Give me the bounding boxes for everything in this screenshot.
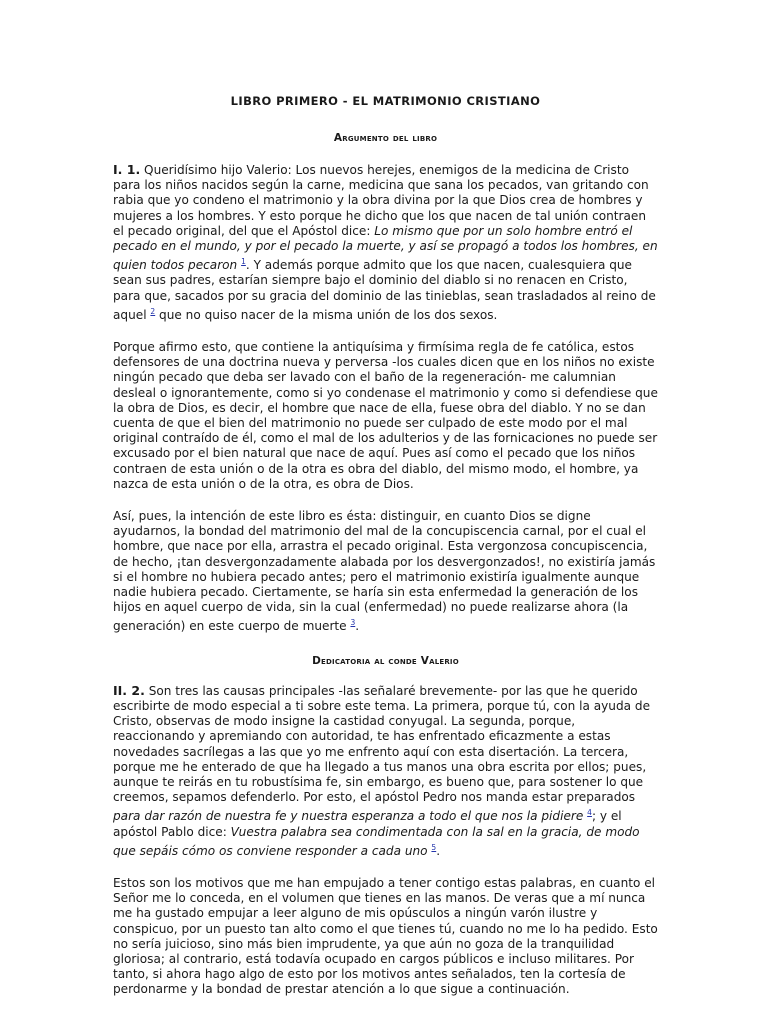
scripture-quote: para dar razón de nuestra fe y nuestra esperanza a todo el que nos la pidiere [113,809,584,824]
section-title-dedicatoria: Dedicatoria al conde Valerio [312,654,459,667]
paragraph-number: I. 1. [113,162,141,177]
paragraph-1 [113,162,658,323]
paragraph-number: II. 2. [113,682,145,698]
scripture-quote: Vuestra palabra sea condimentada con la sal en la gracia, de modo que sepáis cómo os conviene responder a cada uno [113,824,640,858]
section-title-argumento: Argumento del libro [333,132,438,144]
paragraph-end: . [355,619,360,634]
document-page [113,88,658,998]
footnote-link-1[interactable]: 1 [241,257,246,267]
paragraph-text: Son tres las causas principales -las señalaré brevemente- por las que he querido escribirte de modo especial a ti sobre este tema. La primera, porque tú, con la ayuda de Cristo, observas de modo insigne la castidad conyugal. La segunda, porque, reaccionando y apremiando con autoridad, te has enfrentado eficazmente a estas novedades sacrílegas a las que yo me enfrento aquí con esta disertación. La tercera, porque me he enterado de que ha llegado a tus manos una obra escrita por ellos; pues, aunque te reirás en tu robustísima fe, sin embargo, es bueno que, para sostener lo que creemos, sepamos defenderlo. Por esto, el apóstol Pedro nos manda estar preparados [113,683,651,805]
footnote-link-4[interactable]: 4 [587,808,592,818]
paragraph-3 [113,509,658,635]
book-title: LIBRO PRIMERO - EL MATRIMONIO CRISTIANO [230,94,541,108]
paragraph-text: . Y además porque admito que los que nacen, cualesquiera que sean sus padres, estarían siempre bajo el dominio del diablo si no renacen en Cristo, para que, sacados por su gracia del dominio de las tinieblas, sean trasladados al reino de aquel [113,258,656,322]
paragraph-2: Porque afirmo esto, que contiene la antiquísima y firmísima regla de fe católica, estos defensores de una doctrina nueva y perversa -los cuales dicen que en los niños no existe ningún pecado que deba ser lavado con el baño de la regeneración- me calumnian desleal o ignorantemente, como si yo condenase el matrimonio y como si defendiese que la obra de Dios, es decir, el hombre que nace de ella, fuese obra del diablo. Y no se dan cuenta de que el bien del matrimonio no puede ser culpado de este modo por el mal original contraído de él, como el mal de los adulterios y de las fornicaciones no puede ser excusado por el bien natural que nace de aquí. Pues así como el pecado que los niños contraen de esta unión o de la otra es obra del diablo, del mismo modo, el hombre, ya nazca de esta unión o de la otra, es obra de Dios. [113,340,658,491]
paragraph-text: Queridísimo hijo Valerio: Los nuevos herejes, enemigos de la medicina de Cristo para los niños nacidos según la carne, medicina que sana los pecados, van gritando con rabia que yo condeno el matrimonio y la obra divina por la que Dios crea de hombres y mujeres a los hombres. Y esto porque he dicho que los que nacen de tal unión contraen el pecado original, del que el Apóstol dice: [113,163,649,238]
footnote-link-3[interactable]: 3 [350,618,356,628]
paragraph-text: ; y el apóstol Pablo dice: [113,809,622,839]
paragraph-text: que no quiso nacer de la misma unión de los dos sexos. [155,307,498,322]
paragraph-5: Estos son los motivos que me han empujado a tener contigo estas palabras, en cuanto el Señor me lo conceda, en el volumen que tienes en las manos. De veras que a mí nunca me ha gustado empujar a leer alguno de mis opúsculos a ningún varón ilustre y conspicuo, por un puesto tan alto como el que tienes tú, cuando no me lo ha pedido. Esto no sería juicioso, sino más bien imprudente, ya que aún no goza de la tranquilidad gloriosa; al contrario, está todavía ocupado en cargos públicos e incluso militares. Por tanto, si ahora hago algo de esto por los motivos antes señalados, ten la cortesía de perdonarme y la bondad de prestar atención a lo que sigue a continuación. [113,875,658,997]
paragraph-end: . [436,843,441,858]
scripture-quote: Lo mismo que por un solo hombre entró el pecado en el mundo, y por el pecado la muerte, y así se propagó a todos los hombres, en quien todos pecaron [113,223,658,273]
footnote-link-5[interactable]: 5 [431,842,437,852]
paragraph-text: Así, pues, la intención de este libro es ésta: distinguir, en cuanto Dios se digne ayudarnos, la bondad del matrimonio del mal de la concupiscencia carnal, por el cual el hombre, que nace por ella, arrastra el pecado original. Esta vergonzosa concupiscencia, de hecho, ¡tan desvergonzadamente alabada por los desvergonzados!, no existiría jamás si el hombre no hubiera pecado antes; pero el matrimonio existiría igualmente aunque nadie hubiera pecado. Ciertamente, se haría sin esta enfermedad la generación de los hijos en aquel cuerpo de vida, sin la cual (enfermedad) no puede realizarse ahora (la generación) en este cuerpo de muerte [113,509,656,634]
paragraph-4 [113,683,658,859]
footnote-link-2[interactable]: 2 [150,306,156,316]
